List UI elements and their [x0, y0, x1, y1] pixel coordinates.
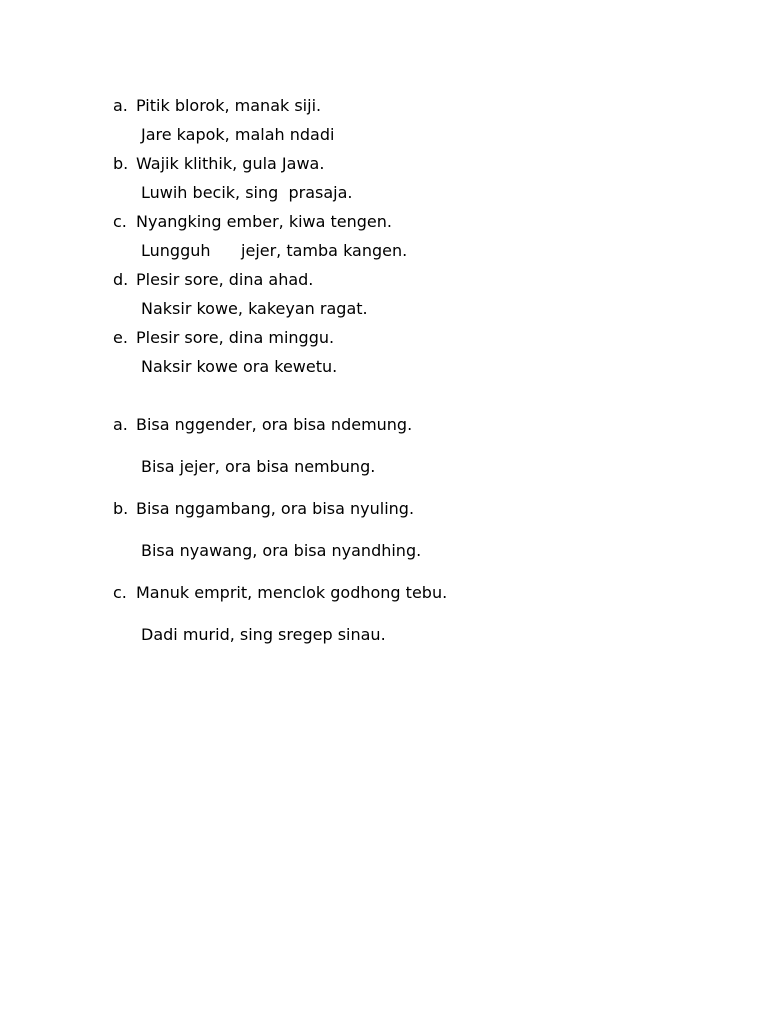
list-item-line2: Luwih becik, sing prasaja.: [141, 183, 353, 202]
list-item-marker: e.: [113, 328, 128, 347]
list-item-line2: Naksir kowe, kakeyan ragat.: [141, 299, 368, 318]
list-item-line1: Bisa nggambang, ora bisa nyuling.: [136, 499, 415, 518]
list-item-line1: Plesir sore, dina ahad.: [136, 270, 314, 289]
list-item-line2: Bisa nyawang, ora bisa nyandhing.: [141, 541, 422, 560]
list-item-marker: a.: [113, 415, 128, 434]
list-item-marker: c.: [113, 583, 127, 602]
list-item-line2: Jare kapok, malah ndadi: [141, 125, 335, 144]
list-item-line1: Plesir sore, dina minggu.: [136, 328, 335, 347]
list-item-line1: Pitik blorok, manak siji.: [136, 96, 322, 115]
list-item-line1: Nyangking ember, kiwa tengen.: [136, 212, 392, 231]
list-item-line1: Bisa nggender, ora bisa ndemung.: [136, 415, 413, 434]
list-item-marker: d.: [113, 270, 129, 289]
list-item-line2: Naksir kowe ora kewetu.: [141, 357, 338, 376]
list-item-marker: b.: [113, 154, 129, 173]
list-item-line1: Manuk emprit, menclok godhong tebu.: [136, 583, 448, 602]
list-item-line2: Bisa jejer, ora bisa nembung.: [141, 457, 376, 476]
list-item-line1: Wajik klithik, gula Jawa.: [136, 154, 325, 173]
list-item-marker: c.: [113, 212, 127, 231]
list-item-line2: Lungguh jejer, tamba kangen.: [141, 241, 408, 260]
list-item-marker: a.: [113, 96, 128, 115]
list-item-marker: b.: [113, 499, 129, 518]
list-item-line2: Dadi murid, sing sregep sinau.: [141, 625, 386, 644]
